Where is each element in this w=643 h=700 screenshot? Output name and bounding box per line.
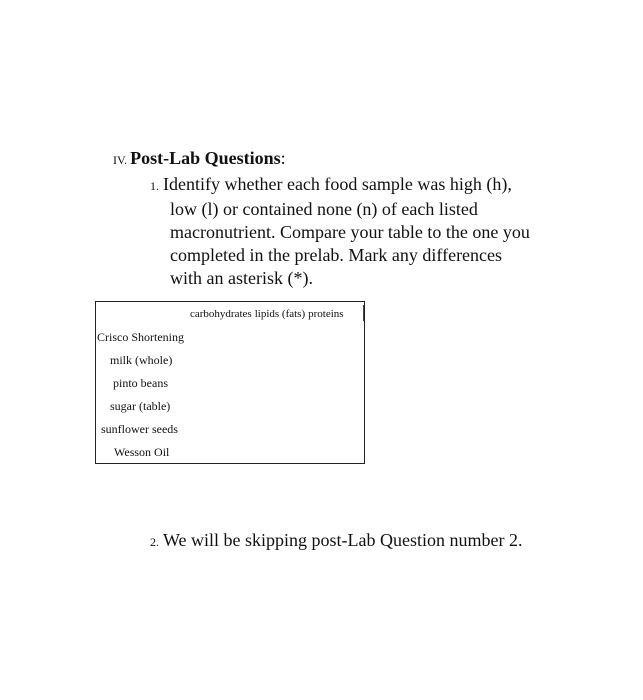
table-row-label: Crisco Shortening <box>97 330 184 344</box>
section-heading <box>113 148 286 169</box>
question-2-number: 2. <box>150 535 159 549</box>
section-colon: : <box>280 148 286 168</box>
table-row-label: milk (whole) <box>110 353 173 367</box>
table-row-label: pinto beans <box>113 376 168 390</box>
table-column-headers <box>190 308 347 320</box>
section-number: IV. <box>113 153 128 167</box>
table-row-label: sugar (table) <box>110 399 171 413</box>
question-1-line <box>150 173 570 198</box>
column-header-proteins: proteins <box>308 308 344 320</box>
question-1-text-line-2: low (l) or contained none (n) of each listed <box>170 199 478 219</box>
column-header-carbohydrates: carbohydrates <box>190 308 252 320</box>
question-1-text-line-4: completed in the prelab. Mark any differences <box>170 245 503 265</box>
section-title: Post-Lab Questions <box>130 148 281 168</box>
macronutrient-table <box>95 301 365 464</box>
table-row-label: sunflower seeds <box>101 422 178 436</box>
question-1 <box>150 173 570 290</box>
question-2-text: We will be skipping post-Lab Question number 2. <box>163 530 523 550</box>
question-1-number: 1. <box>150 179 159 193</box>
column-header-lipids: lipids (fats) <box>254 308 306 320</box>
question-1-text-line-5: with an asterisk (*). <box>170 268 313 288</box>
table-row-label: Wesson Oil <box>114 445 170 459</box>
question-1-text-line-1: Identify whether each food sample was high (h), <box>163 174 512 194</box>
question-1-text-line-3: macronutrient. Compare your table to the one you <box>170 222 530 242</box>
table-divider <box>363 305 364 321</box>
question-2 <box>150 530 523 551</box>
